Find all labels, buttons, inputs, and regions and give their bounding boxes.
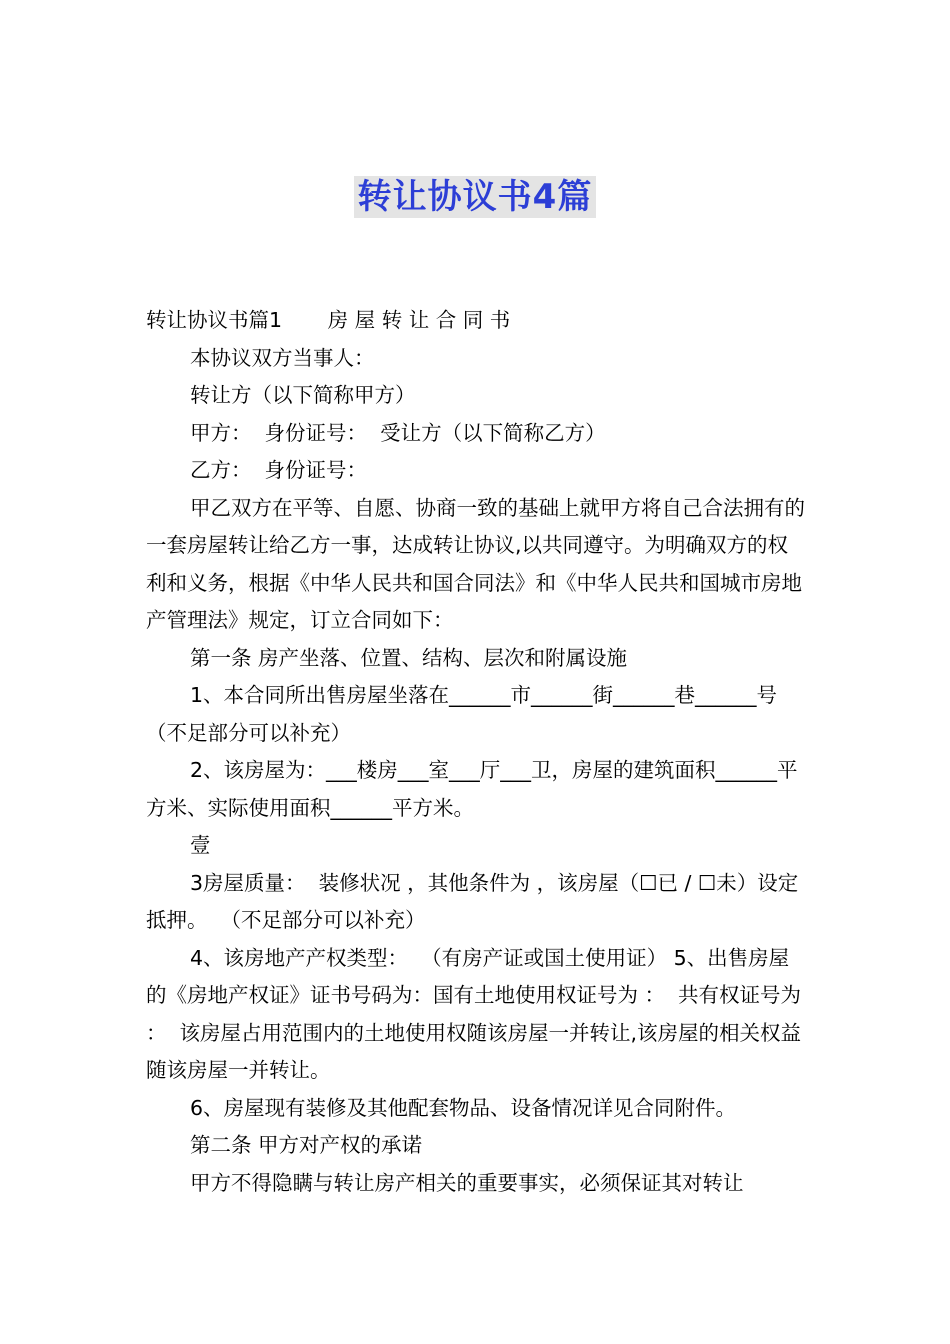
title-container [0, 176, 950, 218]
paragraph: 乙方： 身份证号： [190, 458, 368, 482]
paragraph: 甲方不得隐瞒与转让房产相关的重要事实，必须保证其对转让 [190, 1170, 744, 1195]
paragraph: 转让方（以下简称甲方） [190, 383, 416, 407]
paragraph: 3房屋质量： 装修状况 ，其他条件为 ，该房屋（☐已 / ☐未）设定抵押。 （不足部分可以补充） [146, 870, 799, 932]
paragraph: 甲乙双方在平等、自愿、协商一致的基础上就甲方将自己合法拥有的一套房屋转让给乙方一事，达成转让协议,以共同遵守。为明确双方的权利和义务，根据《中华人民共和国合同法》和《中华人民共和国城市房地产管理法》规定，订立合同如下： [146, 495, 805, 632]
paragraph: 甲方： 身份证号： 受让方（以下简称乙方） [190, 420, 606, 445]
paragraph: 4、该房地产产权类型： （有房产证或国土使用证） 5、出售房屋的《房地产权证》证书号码为：国有土地使用权证号为 ： 共有权证号为 ： 该房屋占用范围内的土地使用权随该房屋一并转让,该房屋的相关权益随该房屋一并转让。 [146, 945, 808, 1082]
article-heading: 第二条 甲方对产权的承诺 [190, 1133, 423, 1157]
document-body [146, 302, 806, 1202]
section-heading: 转让协议书篇1 房 屋 转 让 合 同 书 [146, 308, 511, 332]
paragraph: 壹 [190, 833, 211, 857]
document-title: 转让协议书4篇 [354, 176, 597, 218]
paragraph: 1、本合同所出售房屋坐落在______市______街______巷______号（不足部分可以补充） [146, 683, 778, 745]
paragraph: 本协议双方当事人： [190, 345, 375, 370]
paragraph: 6、房屋现有装修及其他配套物品、设备情况详见合同附件。 [190, 1095, 737, 1120]
article-heading: 第一条 房产坐落、位置、结构、层次和附属设施 [190, 645, 628, 670]
paragraph: 2、该房屋为：___楼房___室___厅___卫，房屋的建筑面积______平方米、实际使用面积______平方米。 [146, 758, 798, 820]
